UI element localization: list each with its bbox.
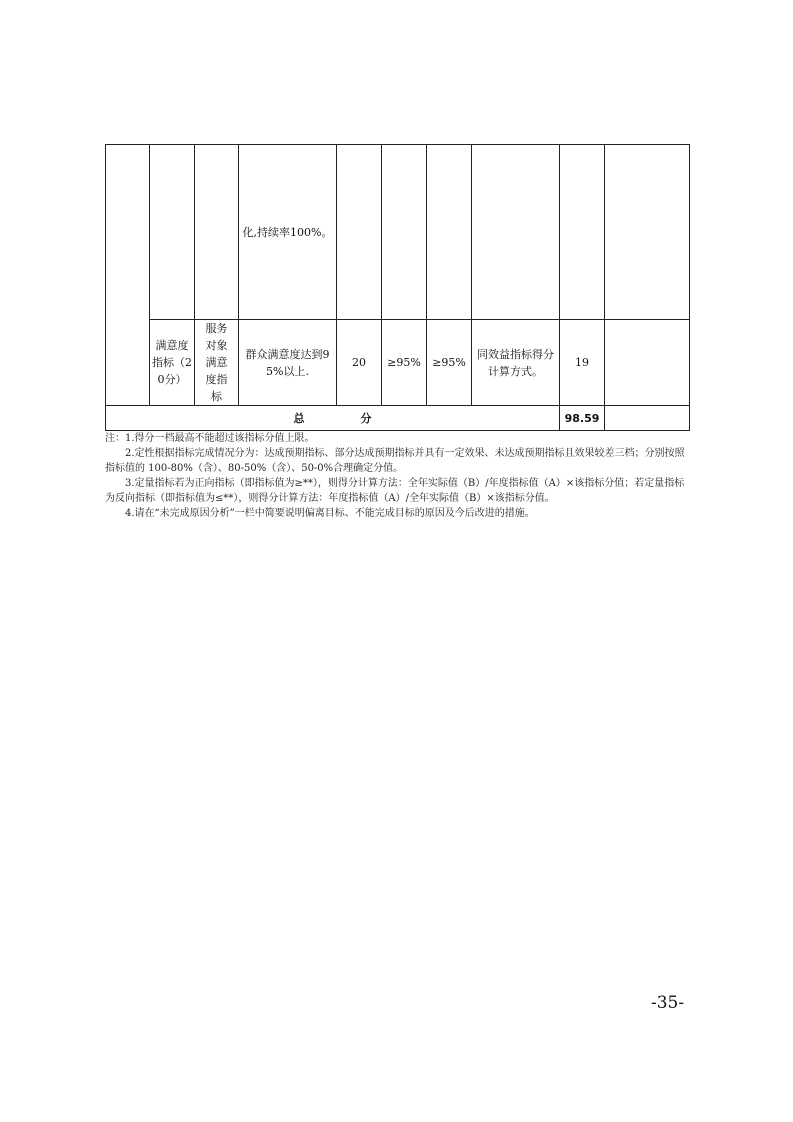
note-4: 4.请在“未完成原因分析”一栏中简要说明偏离目标、不能完成目标的原因及今后改进的措施。 <box>125 508 535 519</box>
category-cell <box>106 145 150 406</box>
total-empty-cell <box>605 406 690 431</box>
weight-cell: 20 <box>337 320 382 406</box>
cell-r1-c2 <box>150 145 195 320</box>
actual-value-cell: ≥95% <box>427 320 472 406</box>
cell-r1-c10 <box>605 145 690 320</box>
cell-r1-c9 <box>560 145 605 320</box>
satisfaction-secondary-cell: 服务对象满意度指标 <box>195 320 239 406</box>
score-cell: 19 <box>560 320 605 406</box>
page-number: -35- <box>651 993 685 1013</box>
scoring-method-cell: 同效益指标得分计算方式。 <box>472 320 560 406</box>
indicator-value-cell: 化,持续率100%。 <box>239 145 337 320</box>
notes-section <box>105 431 691 521</box>
note-3: 3.定量指标若为正向指标（即指标值为≥**），则得分计算方法：全年实际值（B）/年度指标值（A）×该指标分值；若定量指标为反向指标（即指标值为≤**），则得分计算方法：年度指标值（A）/全年实际值（B）×该指标分值。 <box>105 478 685 504</box>
total-label-b: 分 <box>360 411 372 425</box>
reason-cell <box>605 320 690 406</box>
cell-r1-c8 <box>472 145 560 320</box>
satisfaction-primary-cell: 满意度指标（20分） <box>150 320 195 406</box>
total-row <box>106 406 690 431</box>
total-score-cell: 98.59 <box>560 406 605 431</box>
total-label-cell <box>106 406 560 431</box>
cell-r1-c7 <box>427 145 472 320</box>
cell-r1-c6 <box>382 145 427 320</box>
table-row <box>106 145 690 320</box>
total-label-a: 总 <box>293 411 305 425</box>
cell-r1-c5 <box>337 145 382 320</box>
table-row <box>106 320 690 406</box>
note-1: 注：1.得分一档最高不能超过该指标分值上限。 <box>105 433 315 444</box>
cell-r1-c3 <box>195 145 239 320</box>
note-2: 2.定性根据指标完成情况分为：达成预期指标、部分达成预期指标并具有一定效果、未达成预期指标且效果较差三档；分别按照指标值的 100-80%（含）、80-50%（含）、50-0%合理确定分值。 <box>105 448 685 474</box>
satisfaction-indicator-cell: 群众满意度达到95%以上. <box>239 320 337 406</box>
target-value-cell: ≥95% <box>382 320 427 406</box>
performance-table <box>105 144 690 431</box>
